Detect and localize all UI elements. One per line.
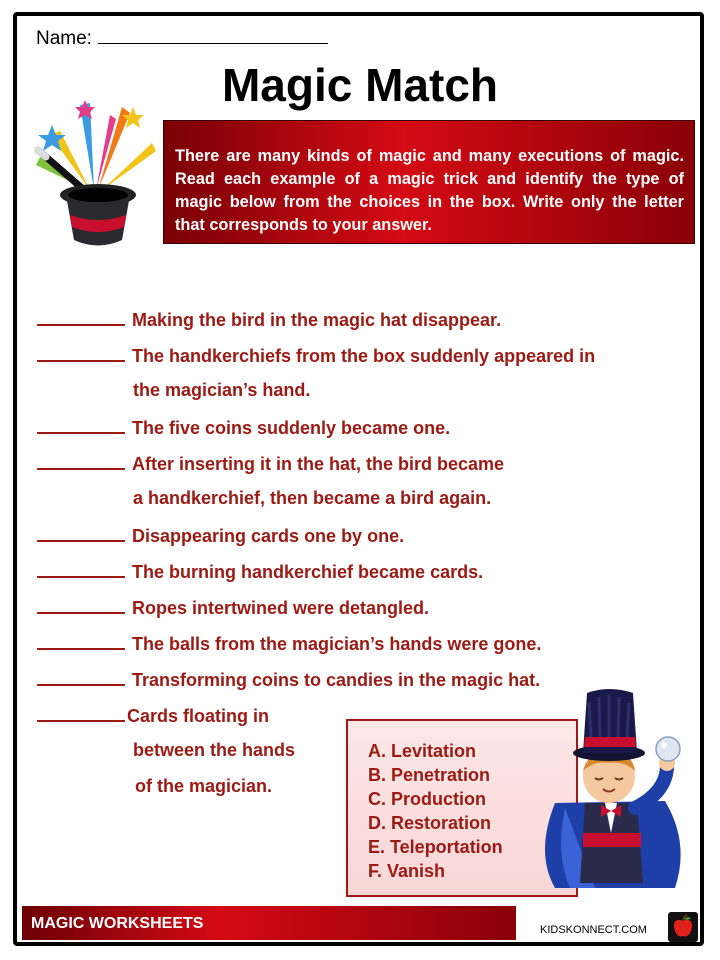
- answer-blank[interactable]: [37, 450, 125, 470]
- question-item: [37, 630, 677, 666]
- question-text: The five coins suddenly became one.: [132, 418, 451, 438]
- answer-blank[interactable]: [37, 630, 125, 650]
- question-item: [37, 522, 677, 558]
- question-text: The handkerchiefs from the box suddenly appeared in: [132, 346, 596, 366]
- choice-item: C. Production: [368, 789, 486, 809]
- apple-icon: [668, 912, 698, 942]
- answer-blank[interactable]: [37, 306, 125, 326]
- question-item: [37, 594, 677, 630]
- instructions-box: There are many kinds of magic and many executions of magic. Read each example of a magic trick and identify the type of magic below from the choices in the box. Write only the letter that corresponds to your answer.: [163, 120, 695, 244]
- name-field: [36, 27, 328, 50]
- question-item: [37, 414, 677, 450]
- name-blank[interactable]: [98, 27, 328, 44]
- question-item: [37, 558, 677, 594]
- question-text: After inserting it in the hat, the bird became: [132, 454, 505, 474]
- answer-blank[interactable]: [37, 414, 125, 434]
- question-continuation: [37, 378, 677, 414]
- choice-item: B. Penetration: [368, 765, 491, 785]
- magic-hat-icon: [30, 95, 165, 255]
- answer-blank[interactable]: [37, 594, 125, 614]
- question-item: [37, 306, 677, 342]
- answer-blank[interactable]: [37, 702, 125, 722]
- question-item: [37, 450, 677, 486]
- name-label: Name:: [36, 28, 92, 49]
- question-text: Disappearing cards one by one.: [132, 526, 405, 546]
- question-item: [37, 342, 677, 378]
- answer-blank[interactable]: [37, 342, 125, 362]
- question-text: Transforming coins to candies in the magic hat.: [132, 670, 541, 690]
- question-text-cont: a handkerchief, then became a bird again.: [133, 488, 492, 508]
- answer-blank[interactable]: [37, 522, 125, 542]
- magician-icon: [525, 683, 695, 893]
- question-text: Ropes intertwined were detangled.: [132, 598, 430, 618]
- choice-item: A. Levitation: [368, 741, 477, 761]
- question-continuation: [37, 486, 677, 522]
- brand-text: KIDSKONNECT.COM: [540, 924, 647, 936]
- question-text-cont: between the hands: [133, 740, 296, 760]
- choice-item: F. Vanish: [368, 861, 446, 881]
- answer-blank[interactable]: [37, 666, 125, 686]
- question-text: Making the bird in the magic hat disappear.: [132, 310, 502, 330]
- question-text-cont: the magician’s hand.: [133, 380, 311, 400]
- question-text: Cards floating in: [127, 706, 270, 726]
- choice-item: E. Teleportation: [368, 837, 503, 857]
- answer-blank[interactable]: [37, 558, 125, 578]
- footer-bar: MAGIC WORKSHEETS: [22, 906, 516, 940]
- choice-item: D. Restoration: [368, 813, 492, 833]
- question-text: The balls from the magician’s hands were gone.: [132, 634, 542, 654]
- question-text-cont: of the magician.: [135, 776, 273, 796]
- page-title: Magic Match: [221, 59, 499, 111]
- question-text: The burning handkerchief became cards.: [132, 562, 484, 582]
